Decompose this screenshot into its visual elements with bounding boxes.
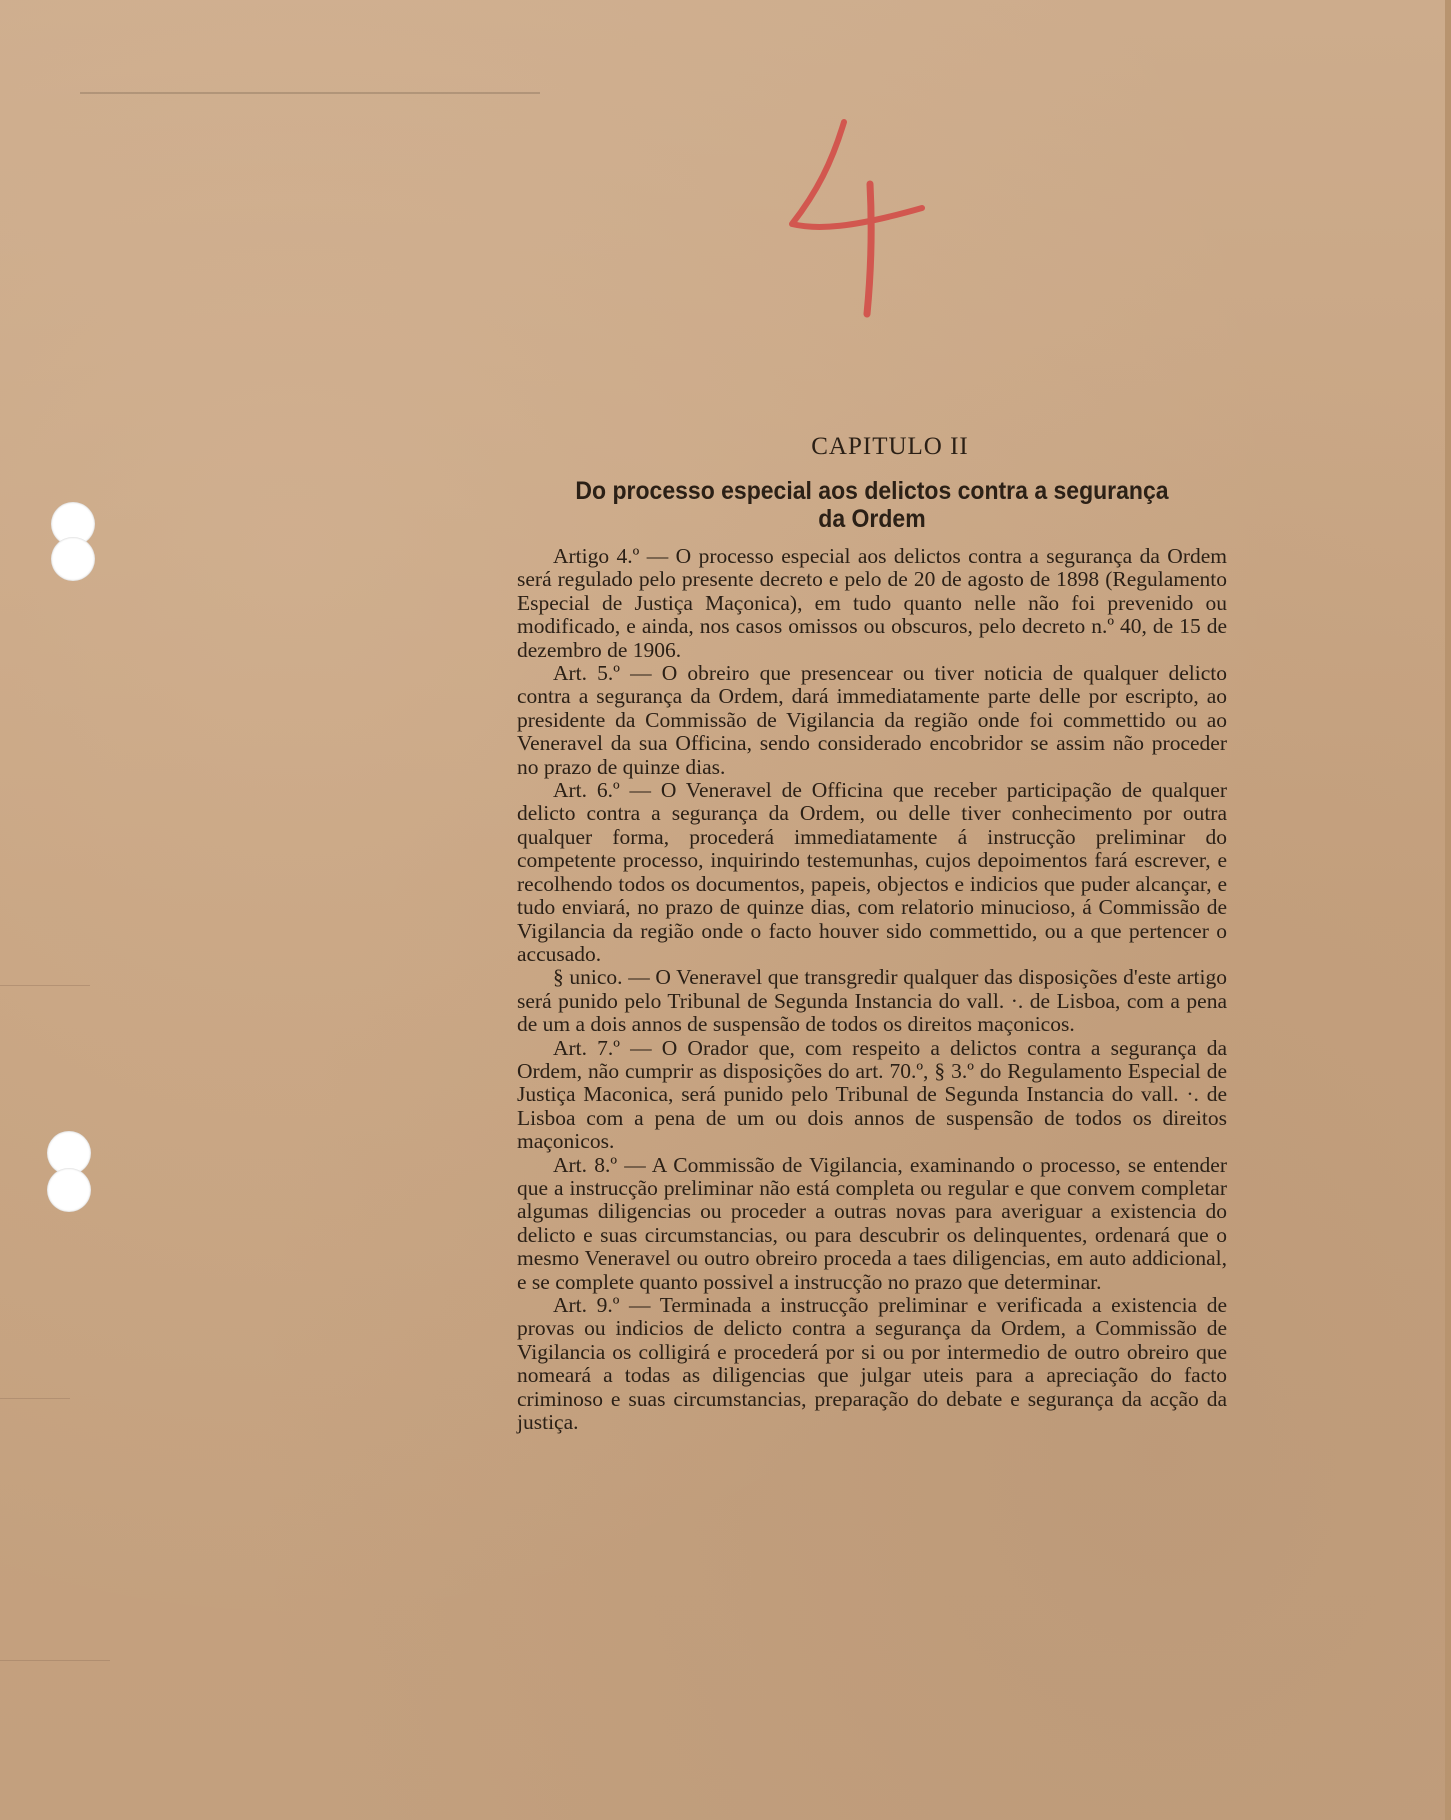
- document-body: [517, 433, 1227, 1434]
- paper-crease: [0, 985, 90, 986]
- article-paragraph: Artigo 4.º — O processo especial aos delictos contra a segurança da Ordem será regulado pelo presente decreto e pelo de 20 de agosto de 1898 (Regulamento Especial de Justiça Maçonica), em tudo quanto nelle não foi prevenido ou modificado, e ainda, nos casos omissos ou obscuros, pelo decreto n.º 40, de 15 de dezembro de 1906.: [517, 544, 1227, 662]
- section-title-line: da Ordem: [818, 505, 926, 533]
- section-title: [545, 477, 1198, 533]
- punch-hole: [47, 1168, 91, 1212]
- article-paragraph: Art. 6.º — O Veneravel de Officina que receber participação de qualquer delicto contra a segurança da Ordem, ou delle tiver conhecimento por outra qualquer forma, procederá immediatamente á instrucção preliminar do competente processo, inquirindo testemunhas, cujos depoimentos fará escrever, e recolhendo todos os documentos, papeis, objectos e indicios que puder alcançar, e tudo enviará, no prazo de quinze dias, com relatorio minucioso, á Commissão de Vigilancia da região onde o facto houver sido commettido, ou a que pertencer o accusado.: [517, 778, 1227, 966]
- paper-crease: [0, 1660, 110, 1661]
- handwritten-four-mark: [772, 112, 932, 332]
- handwritten-page-number: [772, 112, 932, 332]
- article-paragraph: § unico. — O Veneravel que transgredir qualquer das disposições d'este artigo será punido pelo Tribunal de Segunda Instancia do vall. ·. de Lisboa, com a pena de um a dois annos de suspensão de todos os direitos maçonicos.: [517, 965, 1227, 1037]
- punch-hole: [51, 537, 95, 581]
- page-edge: [1445, 0, 1451, 1820]
- article-paragraph: Art. 9.º — Terminada a instrucção preliminar e verificada a existencia de provas ou indicios de delicto contra a segurança da Ordem, a Commissão de Vigilancia os colligirá e procederá por si ou por intermedio de outro obreiro que nomeará a todas as diligencias que julgar uteis para a apreciação do facto criminoso e suas circumstancias, preparação do debate e segurança da acção da justiça.: [517, 1293, 1227, 1435]
- article-paragraph: Art. 8.º — A Commissão de Vigilancia, examinando o processo, se entender que a instrucção preliminar não está completa ou regular e que convem completar algumas diligencias ou proceder a outras novas para averiguar a existencia do delicto e suas circumstancias, ou para descubrir os delinquentes, ordenará que o mesmo Veneravel ou outro obreiro proceda a taes diligencias, em auto addicional, e se complete quanto possivel a instrucção no prazo que determinar.: [517, 1152, 1227, 1294]
- pencil-line: [80, 92, 540, 94]
- article-paragraph: Art. 5.º — O obreiro que presencear ou tiver noticia de qualquer delicto contra a segurança da Ordem, dará immediatamente parte delle por escripto, ao presidente da Commissão de Vigilancia da região onde foi commettido ou ao Veneravel da sua Officina, sendo considerado encobridor se assim não proceder no prazo de quinze dias.: [517, 661, 1227, 779]
- section-title-line: Do processo especial aos delictos contra a segurança: [575, 477, 1169, 505]
- chapter-heading: CAPITULO II: [811, 433, 969, 460]
- article-paragraph: Art. 7.º — O Orador que, com respeito a delictos contra a segurança da Ordem, não cumprir as disposições do art. 70.º, § 3.º do Regulamento Especial de Justiça Maconica, será punido pelo Tribunal de Segunda Instancia do vall. ·. de Lisboa com a pena de um ou dois annos de suspensão de todos os direitos maçonicos.: [517, 1035, 1227, 1154]
- paper-crease: [0, 1398, 70, 1399]
